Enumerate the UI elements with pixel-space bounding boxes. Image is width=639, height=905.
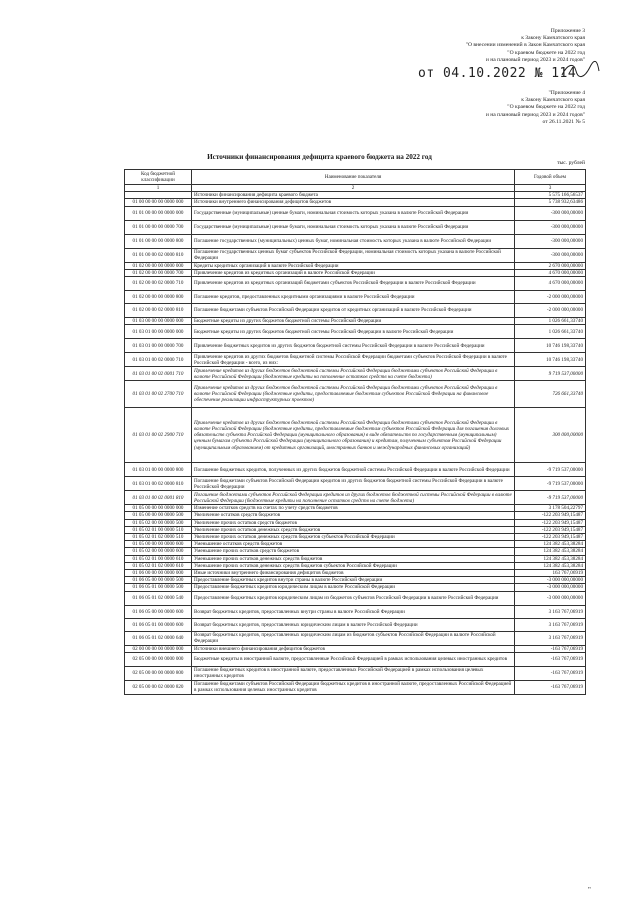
table-row <box>125 562 586 569</box>
code-cell: 01 00 00 00 00 0000 000 <box>125 199 192 206</box>
name-cell: Возврат бюджетных кредитов, предоставленных юридическим лицам в валюте Российской Федерации <box>192 618 515 631</box>
amount-cell: -163 767,06919 <box>515 645 586 652</box>
table-row <box>125 666 586 680</box>
table-row <box>125 325 586 339</box>
code-cell: 01 02 00 00 02 0000 710 <box>125 277 192 291</box>
table-row <box>125 519 586 526</box>
amount-cell: 3 178 504,22797 <box>515 505 586 512</box>
table-row <box>125 570 586 577</box>
amount-cell: -163 767,06919 <box>515 652 586 666</box>
amount-cell: 10 746 198,33740 <box>515 353 586 367</box>
code-cell: 01 02 00 00 00 0000 000 <box>125 262 192 269</box>
code-cell: 01 02 00 00 00 0000 800 <box>125 291 192 304</box>
name-cell: Увеличение прочих остатков денежных средств бюджетов субъектов Российской Федерации <box>192 534 515 541</box>
handwritten-date-stamp <box>418 66 576 81</box>
amount-cell: -2 000 000,00000 <box>515 291 586 304</box>
table-body <box>125 192 586 695</box>
code-cell: 01 06 05 01 02 0000 540 <box>125 591 192 605</box>
code-cell: 02 05 00 00 02 0000 820 <box>125 680 192 694</box>
name-cell: Предоставление бюджетных кредитов юридическим лицам в валюте Российской Федерации <box>192 584 515 591</box>
amount-cell: -163 767,06919 <box>515 680 586 694</box>
code-cell: 02 00 00 00 00 0000 000 <box>125 645 192 652</box>
code-cell: 01 05 02 00 00 0000 500 <box>125 519 192 526</box>
table-row <box>125 541 586 548</box>
table-row <box>125 555 586 562</box>
name-cell: Предоставление бюджетных кредитов внутри страны в валюте Российской Федерации <box>192 577 515 584</box>
header-line: Приложение 3 <box>550 28 585 34</box>
code-cell: 01 01 00 00 02 0000 810 <box>125 248 192 262</box>
code-cell: 02 05 00 00 00 0000 000 <box>125 652 192 666</box>
amount-cell: -163 767,06919 <box>515 666 586 680</box>
table-row <box>125 318 586 325</box>
name-cell: Уменьшение остатков средств бюджетов <box>192 541 515 548</box>
header-line: "О краевом бюджете на 2022 год <box>507 104 585 111</box>
name-cell: Уменьшение прочих остатков денежных средств бюджетов <box>192 555 515 562</box>
table-row <box>125 304 586 318</box>
code-cell: 01 02 00 00 00 0000 700 <box>125 269 192 276</box>
amount-cell: 3 163 767,06919 <box>515 618 586 631</box>
name-cell: Источники внешнего финансирования дефицитов бюджетов <box>192 645 515 652</box>
table-row <box>125 408 586 463</box>
amount-cell: -300 000,00000 <box>515 206 586 220</box>
code-cell: 01 05 00 00 00 0000 600 <box>125 541 192 548</box>
name-cell: Привлечение кредитов из кредитных организаций в валюте Российской Федерации <box>192 269 515 276</box>
amount-cell: -2 000 000,00000 <box>515 304 586 318</box>
table-row <box>125 234 586 248</box>
amount-cell: -3 000 000,00000 <box>515 577 586 584</box>
code-cell: 01 03 00 00 00 0000 000 <box>125 318 192 325</box>
table-row <box>125 248 586 262</box>
name-cell: Иные источники внутреннего финансирования дефицитов бюджетов <box>192 570 515 577</box>
code-cell: 01 05 02 00 00 0000 600 <box>125 548 192 555</box>
amount-cell: -9 719 537,00000 <box>515 463 586 477</box>
name-cell: Привлечение кредитов из других бюджетов бюджетной системы Российской Федерации бюджетами субъектов Российской Федерации в валюте Российской Федерации (бюджетные кредиты, предоставляемые бюджетам субъектов Российской Федерации для погашения долговых обязательств субъекта Российской Федерации (муниципального образования) в виде обязательств по государственным (муниципальным) ценным бумагам субъекта Российской Федерации (муниципального образования) и кредитам, полученным субъектом Российской Федерации (муниципальным образованием) от кредитных организаций, иностранных банков и международных финансовых организаций) <box>192 408 515 463</box>
column-number-row <box>125 185 586 192</box>
name-cell: Уменьшение прочих остатков средств бюджетов <box>192 548 515 555</box>
name-cell: Погашение бюджетами субъектов Российской Федерации бюджетных кредитов в иностранной валюте, предоставленных Российской Федерацией в рамках использования целевых иностранных кредитов <box>192 680 515 694</box>
code-cell: 01 03 01 00 02 0000 710 <box>125 353 192 367</box>
name-cell: Бюджетные кредиты из других бюджетов бюджетной системы Российской Федерации <box>192 318 515 325</box>
name-cell: Возврат бюджетных кредитов, предоставленных внутри страны в валюте Российской Федерации <box>192 605 515 618</box>
table-row <box>125 584 586 591</box>
amount-cell: -122 203 949,15487 <box>515 519 586 526</box>
name-cell: Уменьшение прочих остатков денежных средств бюджетов субъектов Российской Федерации <box>192 562 515 569</box>
name-cell: Государственные (муниципальные) ценные бумаги, номинальная стоимость которых указана в валюте Российской Федерации <box>192 206 515 220</box>
name-cell: Погашение бюджетами субъектов Российской Федерации кредитов из других бюджетов бюджетной системы Российской Федерации в валюте Российской Федерации <box>192 477 515 491</box>
code-cell: 01 05 02 01 02 0000 610 <box>125 562 192 569</box>
table-row <box>125 339 586 353</box>
header-line: и на плановый период 2023 и 2024 годов" <box>485 56 585 63</box>
amount-cell: 1 026 661,33740 <box>515 318 586 325</box>
table-row <box>125 505 586 512</box>
header-line: "О краевом бюджете на 2022 год <box>507 49 585 56</box>
amount-cell: 1 026 661,33740 <box>515 325 586 339</box>
appendix-4-header <box>486 90 585 126</box>
code-cell: 01 03 01 00 00 0000 000 <box>125 325 192 339</box>
amount-cell: -122 203 949,15487 <box>515 534 586 541</box>
table-row <box>125 548 586 555</box>
table-row <box>125 577 586 584</box>
table-row <box>125 477 586 491</box>
name-cell: Кредиты кредитных организаций в валюте Российской Федерации <box>192 262 515 269</box>
table-row <box>125 591 586 605</box>
amount-cell: 163 767,06919 <box>515 570 586 577</box>
name-cell: Источники финансирования дефицита краевого бюджета <box>192 192 515 199</box>
header-line: к Закону Камчатского края <box>521 35 585 42</box>
amount-cell: 2 670 000,00000 <box>515 262 586 269</box>
amount-cell: 4 670 000,00000 <box>515 277 586 291</box>
table-row <box>125 652 586 666</box>
code-cell: 01 03 01 00 00 0000 800 <box>125 463 192 477</box>
table-row <box>125 491 586 505</box>
amount-cell: 726 661,33740 <box>515 381 586 408</box>
name-cell: Привлечение кредитов из других бюджетов бюджетной системы Российской Федерации бюджетами субъектов Российской Федерации в валюте Российской Федерации (бюджетные кредиты, предоставляемые бюджетам субъектов Российской Федерации на финансовое обеспечение реализации инфраструктурных проектов) <box>192 381 515 408</box>
table-row <box>125 262 586 269</box>
name-cell: Возврат бюджетных кредитов, предоставленных юридическим лицам из бюджетов субъектов Российской Федерации в валюте Российской Федерации <box>192 631 515 645</box>
document-title: Источники финансирования дефицита краевого бюджета на 2022 год <box>207 153 432 161</box>
table-row <box>125 463 586 477</box>
table-row <box>125 192 586 199</box>
name-cell: Погашение бюджетами субъектов Российской Федерации кредитов из других бюджетов бюджетной системы Российской Федерации в валюте Российской Федерации (бюджетные кредиты на пополнение остатков средств на счете бюджета) <box>192 491 515 505</box>
code-cell: 01 05 02 01 00 0000 610 <box>125 555 192 562</box>
table-row <box>125 220 586 234</box>
table-row <box>125 680 586 694</box>
code-cell: 01 05 02 01 00 0000 510 <box>125 526 192 533</box>
code-cell: 01 06 05 00 00 0000 600 <box>125 605 192 618</box>
table-row <box>125 353 586 367</box>
header-line: "О внесении изменений в Закон Камчатского края <box>465 42 585 49</box>
amount-cell: 5 575 166,56537 <box>515 192 586 199</box>
code-cell: 01 03 01 00 02 0001 710 <box>125 367 192 381</box>
code-cell: 01 03 01 00 02 2700 710 <box>125 381 192 408</box>
header-line: к Закону Камчатского края <box>521 97 585 104</box>
amount-cell: 4 670 000,00000 <box>515 269 586 276</box>
closing-quote-mark: " <box>588 886 591 894</box>
table-row <box>125 631 586 645</box>
code-cell: 01 06 00 00 00 0000 000 <box>125 570 192 577</box>
code-cell: 01 05 02 01 02 0000 510 <box>125 534 192 541</box>
code-cell: 01 05 00 00 00 0000 000 <box>125 505 192 512</box>
table-row <box>125 605 586 618</box>
column-header-code: Код бюджетной классификации <box>125 170 192 185</box>
code-cell: 01 06 05 01 00 0000 500 <box>125 584 192 591</box>
name-cell: Привлечение кредитов из других бюджетов бюджетной системы Российской Федерации бюджетами субъектов Российской Федерации в валюте Российской Федерации - всего, из них: <box>192 353 515 367</box>
table-row <box>125 526 586 533</box>
name-cell: Привлечение кредитов из кредитных организаций бюджетами субъектов Российской Федерации в валюте Российской Федерации <box>192 277 515 291</box>
amount-cell: 124 382 453,38284 <box>515 555 586 562</box>
name-cell: Увеличение прочих остатков денежных средств бюджетов <box>192 526 515 533</box>
name-cell: Погашение бюджетами субъектов Российской Федерации кредитов от кредитных организаций в валюте Российской Федерации <box>192 304 515 318</box>
name-cell: Источники внутреннего финансирования дефицитов бюджетов <box>192 199 515 206</box>
table-row <box>125 367 586 381</box>
table-row <box>125 618 586 631</box>
code-cell: 01 01 00 00 00 0000 000 <box>125 206 192 220</box>
name-cell: Государственные (муниципальные) ценные бумаги, номинальная стоимость которых указана в валюте Российской Федерации <box>192 220 515 234</box>
amount-cell: 9 719 537,00000 <box>515 367 586 381</box>
name-cell: Погашение государственных ценных бумаг субъектов Российской Федерации, номинальная стоимость которых указана в валюте Российской Федерации <box>192 248 515 262</box>
column-header-name: Наименование показателя <box>192 170 515 185</box>
header-line: "Приложение 4 <box>548 90 585 96</box>
table-row <box>125 534 586 541</box>
name-cell: Увеличение прочих остатков средств бюджетов <box>192 519 515 526</box>
name-cell: Увеличение остатков средств бюджетов <box>192 512 515 519</box>
code-cell: 01 03 01 00 02 2900 710 <box>125 408 192 463</box>
amount-cell: -300 000,00000 <box>515 234 586 248</box>
table-row <box>125 381 586 408</box>
amount-cell: -9 719 537,00000 <box>515 491 586 505</box>
code-cell: 01 03 01 00 02 0000 810 <box>125 477 192 491</box>
amount-cell: -300 000,00000 <box>515 248 586 262</box>
table-row <box>125 199 586 206</box>
code-cell: 01 06 05 01 02 0000 640 <box>125 631 192 645</box>
handwritten-signature-icon <box>560 59 600 81</box>
name-cell: Предоставление бюджетных кредитов юридическим лицам из бюджетов субъектов Российской Федерации в валюте Российской Федерации <box>192 591 515 605</box>
code-cell <box>125 192 192 199</box>
table-row <box>125 277 586 291</box>
amount-cell: -3 000 000,00000 <box>515 591 586 605</box>
column-number: 3 <box>515 185 586 192</box>
name-cell: Погашение кредитов, предоставленных кредитными организациями в валюте Российской Федерации <box>192 291 515 304</box>
name-cell: Бюджетные кредиты в иностранной валюте, предоставленные Российской Федерацией в рамках использования целевых иностранных кредитов <box>192 652 515 666</box>
table-row <box>125 645 586 652</box>
amount-cell: 3 163 767,06919 <box>515 605 586 618</box>
code-cell: 01 06 05 01 00 0000 600 <box>125 618 192 631</box>
code-cell: 01 05 00 00 00 0000 500 <box>125 512 192 519</box>
code-cell: 01 06 05 00 00 0000 500 <box>125 577 192 584</box>
name-cell: Изменение остатков средств на счетах по учету средств бюджетов <box>192 505 515 512</box>
budget-sources-table <box>124 169 586 695</box>
amount-cell: -122 203 949,15487 <box>515 512 586 519</box>
name-cell: Погашение бюджетных кредитов, полученных из других бюджетов бюджетной системы Российской Федерации в валюте Российской Федерации <box>192 463 515 477</box>
amount-cell: 3 163 767,06919 <box>515 631 586 645</box>
name-cell: Погашение государственных (муниципальных) ценных бумаг, номинальная стоимость которых указана в валюте Российской Федерации <box>192 234 515 248</box>
amount-cell: -300 000,00000 <box>515 220 586 234</box>
amount-cell: 124 382 453,38284 <box>515 548 586 555</box>
table-row <box>125 512 586 519</box>
code-cell: 01 02 00 00 02 0000 810 <box>125 304 192 318</box>
code-cell: 01 03 01 00 00 0000 700 <box>125 339 192 353</box>
column-number: 2 <box>192 185 515 192</box>
header-line: от 26.11.2021 № 5 <box>542 118 585 125</box>
amount-cell: 300 000,00000 <box>515 408 586 463</box>
amount-cell: 10 746 198,33740 <box>515 339 586 353</box>
name-cell: Бюджетные кредиты из других бюджетов бюджетной системы Российской Федерации в валюте Российской Федерации <box>192 325 515 339</box>
name-cell: Привлечение бюджетных кредитов из других бюджетов бюджетной системы Российской Федерации в валюте Российской Федерации <box>192 339 515 353</box>
code-cell: 02 05 00 00 00 0000 800 <box>125 666 192 680</box>
table-header-row <box>125 170 586 185</box>
amount-cell: -3 000 000,00000 <box>515 584 586 591</box>
column-number: 1 <box>125 185 192 192</box>
column-header-amount: Годовой объем <box>515 170 586 185</box>
amount-cell: 5 738 932,63486 <box>515 199 586 206</box>
table-row <box>125 291 586 304</box>
amount-cell: -122 203 949,15487 <box>515 526 586 533</box>
code-cell: 01 01 00 00 00 0000 700 <box>125 220 192 234</box>
amount-cell: 124 382 453,38284 <box>515 562 586 569</box>
amount-cell: 124 382 453,38284 <box>515 541 586 548</box>
code-cell: 01 01 00 00 00 0000 800 <box>125 234 192 248</box>
table-row <box>125 206 586 220</box>
table-row <box>125 269 586 276</box>
units-label: тыс. рублей <box>557 160 585 166</box>
header-line: и на плановый период 2023 и 2024 годов" <box>485 111 585 118</box>
handwritten-date-text: от 04.10.2022 № 114 <box>418 66 577 81</box>
name-cell: Погашение бюджетных кредитов в иностранной валюте, предоставленных Российской Федерацией в рамках использования целевых иностранных кредитов <box>192 666 515 680</box>
name-cell: Привлечение кредитов из других бюджетов бюджетной системы Российской Федерации бюджетами субъектов Российской Федерации в валюте Российской Федерации (бюджетные кредиты на пополнение остатков средств на счете бюджета) <box>192 367 515 381</box>
code-cell: 01 03 01 00 02 0001 810 <box>125 491 192 505</box>
amount-cell: -9 719 537,00000 <box>515 477 586 491</box>
